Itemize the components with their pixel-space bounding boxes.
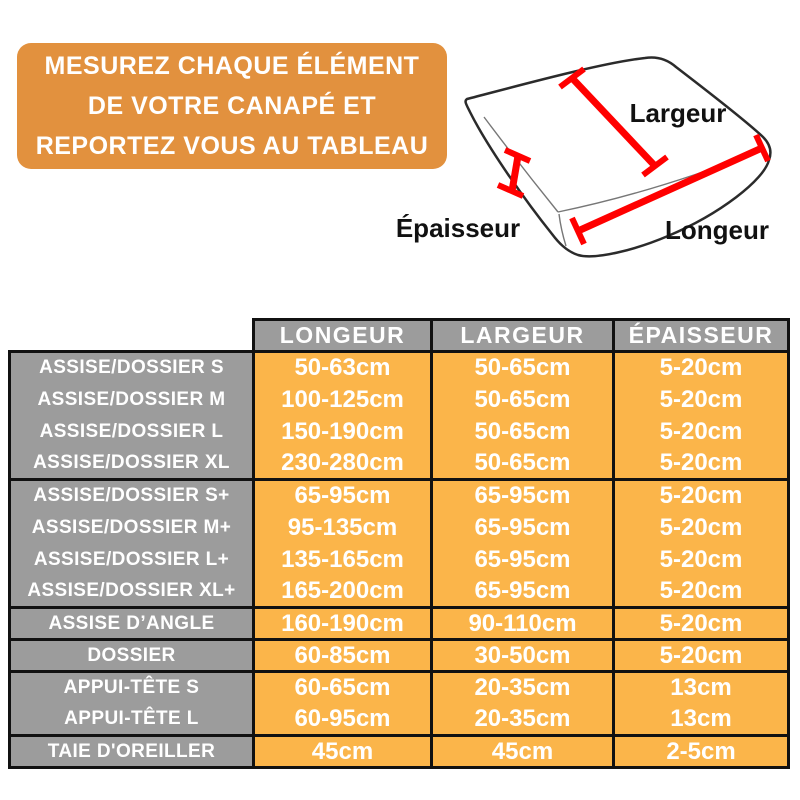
cell-longeur: 160-190cm (254, 608, 432, 640)
table-row (10, 544, 789, 576)
cell-epaisseur: 5-20cm (614, 384, 789, 416)
row-label: ASSISE/DOSSIER L (10, 416, 254, 448)
largeur-label: Largeur (629, 98, 727, 128)
cell-longeur: 135-165cm (254, 544, 432, 576)
row-label: TAIE D'OREILLER (10, 736, 254, 768)
cell-largeur: 65-95cm (432, 512, 614, 544)
table-row (10, 704, 789, 736)
cell-largeur: 50-65cm (432, 384, 614, 416)
cell-longeur: 100-125cm (254, 384, 432, 416)
cell-longeur: 95-135cm (254, 512, 432, 544)
row-label: APPUI-TÊTE S (10, 672, 254, 704)
cell-epaisseur: 5-20cm (614, 512, 789, 544)
group-assise-dossier (10, 352, 789, 480)
cell-longeur: 230-280cm (254, 448, 432, 480)
row-label: ASSISE/DOSSIER XL (10, 448, 254, 480)
group-assise-dossier-plus (10, 480, 789, 608)
cell-largeur: 30-50cm (432, 640, 614, 672)
row-label: ASSISE/DOSSIER XL+ (10, 576, 254, 608)
cell-largeur: 20-35cm (432, 704, 614, 736)
cell-epaisseur: 5-20cm (614, 640, 789, 672)
cell-epaisseur: 5-20cm (614, 448, 789, 480)
cell-longeur: 150-190cm (254, 416, 432, 448)
cell-epaisseur: 5-20cm (614, 544, 789, 576)
group-assise-angle (10, 608, 789, 640)
cell-largeur: 90-110cm (432, 608, 614, 640)
cell-largeur: 50-65cm (432, 448, 614, 480)
cell-epaisseur: 5-20cm (614, 352, 789, 384)
cell-largeur: 45cm (432, 736, 614, 768)
cell-epaisseur: 5-20cm (614, 480, 789, 512)
table-row (10, 576, 789, 608)
cell-longeur: 65-95cm (254, 480, 432, 512)
cell-longeur: 60-85cm (254, 640, 432, 672)
table-row (10, 352, 789, 384)
longeur-label: Longeur (665, 215, 769, 245)
header-row (10, 320, 789, 352)
cell-longeur: 50-63cm (254, 352, 432, 384)
cell-epaisseur: 13cm (614, 704, 789, 736)
table-row (10, 384, 789, 416)
row-label: ASSISE/DOSSIER L+ (10, 544, 254, 576)
cell-epaisseur: 5-20cm (614, 608, 789, 640)
row-label: APPUI-TÊTE L (10, 704, 254, 736)
cell-longeur: 60-95cm (254, 704, 432, 736)
cell-largeur: 50-65cm (432, 352, 614, 384)
cell-epaisseur: 5-20cm (614, 416, 789, 448)
cell-longeur: 60-65cm (254, 672, 432, 704)
banner-line-1: MESUREZ CHAQUE ÉLÉMENT (44, 52, 420, 80)
header-largeur: LARGEUR (432, 320, 614, 352)
cell-longeur: 45cm (254, 736, 432, 768)
sofa-cushion-diagram (388, 38, 800, 272)
size-table (8, 318, 790, 769)
size-table-header (10, 320, 789, 352)
cell-largeur: 20-35cm (432, 672, 614, 704)
table-row (10, 416, 789, 448)
row-label: DOSSIER (10, 640, 254, 672)
cell-largeur: 65-95cm (432, 544, 614, 576)
banner-line-3: REPORTEZ VOUS AU TABLEAU (35, 132, 429, 160)
table-row (10, 480, 789, 512)
table-row (10, 448, 789, 480)
header-corner-blank (10, 320, 254, 352)
row-label: ASSISE/DOSSIER S+ (10, 480, 254, 512)
table-row (10, 640, 789, 672)
header-epaisseur: ÉPAISSEUR (614, 320, 789, 352)
cell-largeur: 65-95cm (432, 576, 614, 608)
cell-largeur: 50-65cm (432, 416, 614, 448)
row-label: ASSISE/DOSSIER S (10, 352, 254, 384)
header-longeur: LONGEUR (254, 320, 432, 352)
epaisseur-label: Épaisseur (395, 213, 521, 243)
cell-epaisseur: 5-20cm (614, 576, 789, 608)
cell-largeur: 65-95cm (432, 480, 614, 512)
banner-line-2: DE VOTRE CANAPÉ ET (87, 92, 377, 120)
group-appui-tete (10, 672, 789, 736)
cell-epaisseur: 2-5cm (614, 736, 789, 768)
table-row (10, 608, 789, 640)
table-row (10, 672, 789, 704)
table-row (10, 512, 789, 544)
row-label: ASSISE/DOSSIER M (10, 384, 254, 416)
row-label: ASSISE D’ANGLE (10, 608, 254, 640)
cell-epaisseur: 13cm (614, 672, 789, 704)
group-taie-oreiller (10, 736, 789, 768)
row-label: ASSISE/DOSSIER M+ (10, 512, 254, 544)
instruction-banner (17, 43, 447, 169)
group-dossier (10, 640, 789, 672)
table-row (10, 736, 789, 768)
cell-longeur: 165-200cm (254, 576, 432, 608)
